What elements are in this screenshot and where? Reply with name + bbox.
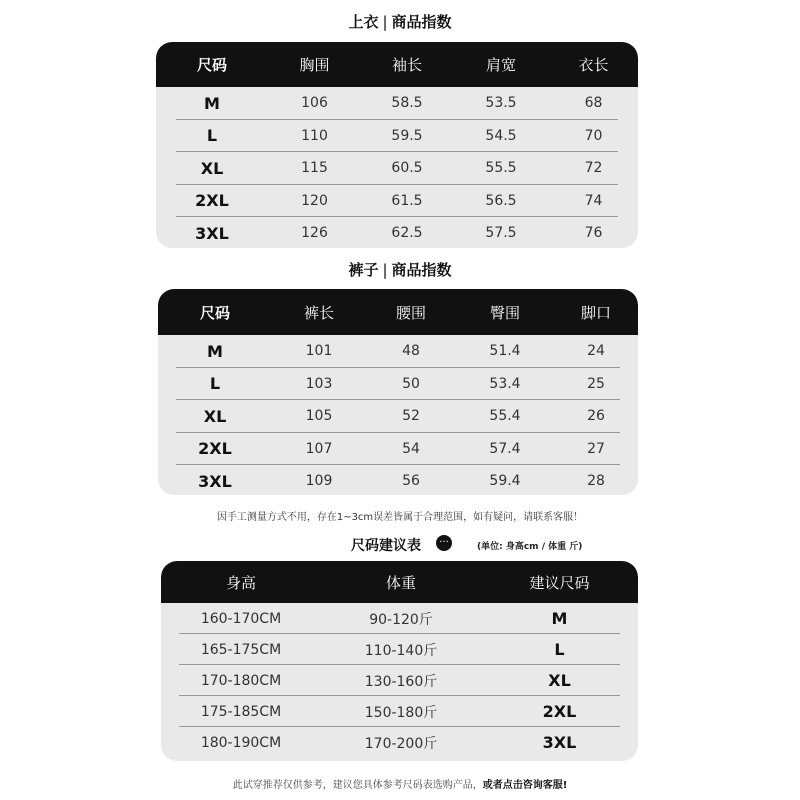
pants-table-cell: 54 [402, 440, 420, 457]
pants-table-cell: 56 [402, 473, 420, 490]
tops-table-row [156, 152, 638, 185]
recommend-table-row [161, 665, 638, 696]
tops-table-row [156, 185, 638, 218]
recommend-table-cell: 175-185CM [200, 703, 282, 720]
pants-table-row [158, 433, 638, 466]
tops-table-cell: 126 [301, 225, 328, 242]
tops-table-cell: XL [200, 158, 224, 178]
pants-header-row [158, 289, 638, 335]
tops-table-cell: 106 [301, 95, 328, 112]
pants-subtitle: 商品指数 [391, 261, 452, 279]
pants-table-cell: 26 [587, 408, 605, 425]
recommend-table-cell: 90-120斤 [369, 611, 433, 628]
pants-table-cell: 28 [587, 473, 605, 490]
tops-header-cell: 胸围 [299, 56, 330, 74]
tops-table-cell: 60.5 [391, 160, 423, 177]
tops-title: 上衣 [348, 13, 379, 31]
tops-table-cell: 3XL [195, 223, 229, 243]
pants-table-cell: M [207, 341, 223, 361]
recommend-table-cell: 170-200斤 [364, 735, 438, 752]
tops-header-cell: 衣长 [578, 56, 609, 74]
pants-table-cell: 109 [305, 473, 333, 490]
recommend-table-row [161, 727, 638, 758]
pants-table-cell: 24 [587, 343, 605, 360]
pants-table-row [158, 400, 638, 433]
pants-table-cell: 25 [587, 375, 605, 392]
tops-table-cell: 55.5 [485, 160, 517, 177]
recommend-table-cell: 3XL [542, 733, 577, 752]
recommend-table-cell: M [551, 609, 568, 628]
tops-table-cell: 53.5 [485, 95, 517, 112]
tops-table-cell: 120 [301, 192, 328, 209]
tops-table-cell: M [204, 93, 220, 113]
recommend-header-cell: 建议尺码 [529, 573, 590, 592]
pants-table-cell: 105 [305, 408, 333, 425]
recommend-table-row [161, 603, 638, 634]
recommend-table-cell: 150-180斤 [364, 704, 438, 721]
pants-table-cell: 3XL [198, 471, 232, 491]
pants-table-cell: 50 [402, 375, 420, 392]
tops-table-cell: 72 [584, 160, 603, 177]
pants-header-cell: 腰围 [395, 303, 426, 322]
tops-header-cell: 袖长 [391, 56, 422, 74]
pants-section-title [0, 259, 800, 280]
tops-table-cell: 2XL [195, 191, 229, 211]
tops-size-table [156, 42, 638, 248]
recommend-title: 尺码建议表 [351, 538, 421, 554]
pants-table-cell: XL [203, 406, 227, 426]
pants-table-cell: 53.4 [489, 375, 521, 392]
pants-table-cell: 57.4 [489, 440, 521, 457]
recommend-table-cell: 165-175CM [200, 641, 282, 658]
tops-table-cell: 58.5 [391, 95, 423, 112]
pants-table-cell: 51.4 [489, 343, 521, 360]
pants-table-cell: 107 [305, 440, 333, 457]
recommend-table-cell: 160-170CM [200, 610, 282, 627]
pants-table-cell: L [209, 374, 221, 394]
recommend-table-cell: 170-180CM [200, 672, 282, 689]
tops-table-row [156, 217, 638, 248]
recommend-table-row [161, 634, 638, 665]
tops-title-separator: | [382, 13, 388, 31]
pants-table-cell: 27 [587, 440, 605, 457]
contact-service-link[interactable]: 或者点击咨询客服! [482, 780, 568, 791]
tops-table-cell: 56.5 [485, 192, 517, 209]
tops-header-row [156, 42, 638, 87]
pants-table-cell: 52 [402, 408, 420, 425]
recommend-header-cell: 体重 [385, 573, 416, 592]
pants-size-table [158, 289, 638, 495]
tops-table-cell: 110 [301, 127, 328, 144]
pants-table-cell: 55.4 [489, 408, 521, 425]
tops-table-row [156, 120, 638, 153]
pants-header-cell: 尺码 [199, 303, 230, 322]
pants-header-cell: 臀围 [489, 303, 520, 322]
tops-table-cell: 54.5 [485, 127, 517, 144]
tops-table-cell: 76 [584, 225, 603, 242]
recommend-table-row [161, 696, 638, 727]
recommend-size-table [161, 561, 638, 761]
recommend-table-cell: 180-190CM [200, 734, 282, 751]
tops-table-cell: 68 [584, 95, 603, 112]
tops-table-cell: 59.5 [391, 127, 423, 144]
tops-table-cell: 74 [584, 192, 603, 209]
pants-title-separator: | [382, 261, 388, 279]
tops-table-cell: 61.5 [391, 192, 423, 209]
recommend-header-row [161, 561, 638, 603]
recommend-table-cell: 110-140斤 [364, 642, 438, 659]
pants-table-row [158, 368, 638, 401]
tops-table-row [156, 87, 638, 120]
tops-subtitle: 商品指数 [391, 13, 452, 31]
tops-header-cell: 尺码 [196, 56, 227, 74]
pants-table-row [158, 465, 638, 495]
measurement-note: 因手工测量方式不用，存在1~3cm误差皆属于合理范围，如有疑问，请联系客服！ [216, 512, 584, 523]
pants-table-cell: 48 [402, 343, 420, 360]
pants-title: 裤子 [348, 261, 379, 279]
tops-table-cell: L [206, 126, 218, 146]
recommend-unit: (单位: 身高cm / 体重 斤) [477, 542, 583, 552]
tops-table-cell: 62.5 [391, 225, 423, 242]
pants-table-row [158, 335, 638, 368]
pants-table-cell: 103 [305, 375, 333, 392]
chat-bubble-icon: ··· [436, 535, 452, 551]
pants-table-cell: 59.4 [489, 473, 521, 490]
footer-note[interactable] [0, 776, 800, 791]
tops-table-cell: 70 [584, 127, 603, 144]
pants-table-cell: 101 [305, 343, 333, 360]
recommend-table-cell: 2XL [542, 702, 577, 721]
recommend-table-cell: 130-160斤 [364, 673, 438, 690]
tops-section-title [0, 11, 800, 32]
recommend-header-cell: 身高 [225, 573, 256, 592]
recommend-table-cell: L [554, 640, 565, 659]
tops-table-cell: 57.5 [485, 225, 517, 242]
footer-text: 此试穿推荐仅供参考，建议您具体参考尺码表选购产品， [232, 780, 483, 791]
recommend-table-cell: XL [548, 671, 571, 690]
pants-table-cell: 2XL [198, 439, 232, 459]
pants-header-cell: 脚口 [580, 303, 611, 322]
tops-table-cell: 115 [301, 160, 328, 177]
pants-header-cell: 裤长 [303, 303, 334, 322]
tops-header-cell: 肩宽 [485, 56, 516, 74]
